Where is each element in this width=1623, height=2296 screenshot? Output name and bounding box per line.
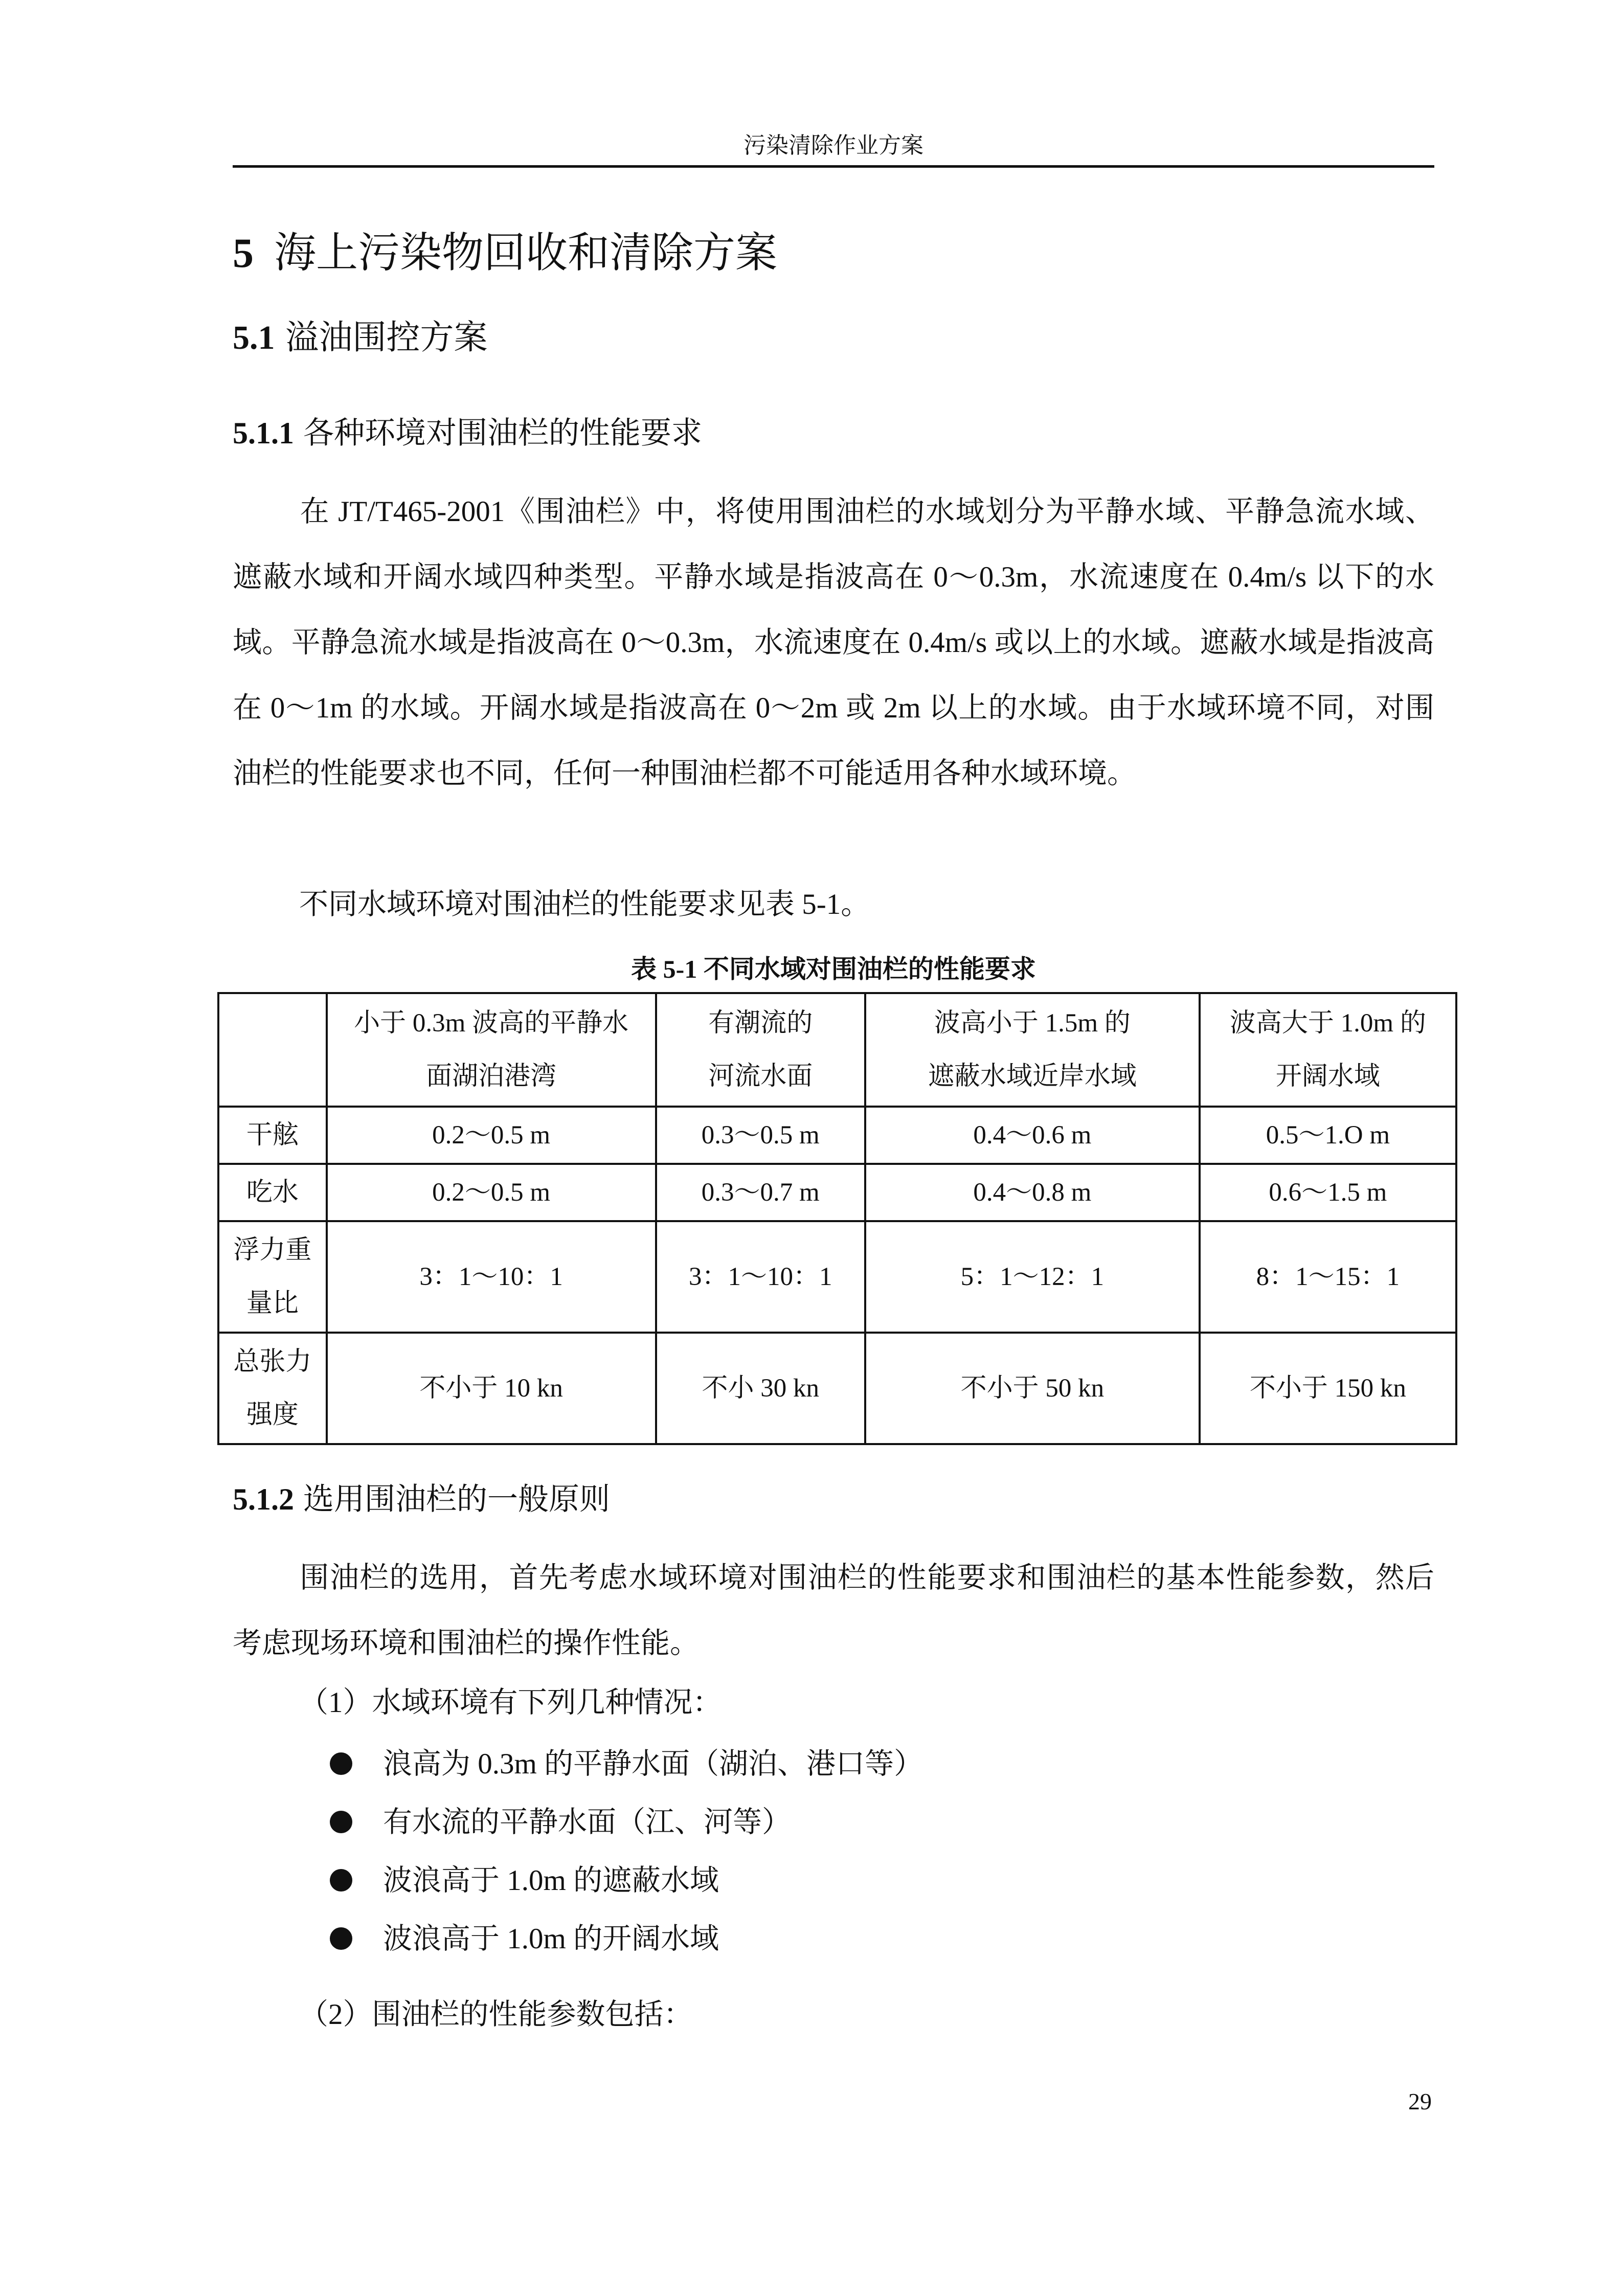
bullet-icon [330,1869,352,1892]
table-row [218,1164,1456,1221]
paragraph-water-types-text: 在 JT/T465-2001《围油栏》中，将使用围油栏的水域划分为平静水域、平静急流水域、遮蔽水域和开阔水域四种类型。平静水域是指波高在 0～0.3m，水流速度在 0.4m/s 以下的水域。平静急流水域是指波高在 0～0.3m，水流速度在 0.4m/s 或以上的水域。遮蔽水域是指波高在 0～1m 的水域。开阔水域是指波高在 0～2m 或 2m 以上的水域。由于水域环境不同，对围油栏的性能要求也不同，任何一种围油栏都不可能适用各种水域环境。 [233,496,1434,790]
paragraph-table-ref [233,872,1434,937]
subsection-title-2: 选用围油栏的一般原则 [303,1481,610,1517]
bullet-item: 波浪高于 1.0m 的开阔水域 [330,1919,719,1960]
row-label-buoyancy-ratio: 浮力重 量比 [218,1221,327,1333]
table-cell: 不小于 10 kn [327,1333,656,1444]
section-number: 5.1 [233,319,275,356]
subsection-title-1: 各种环境对围油栏的性能要求 [303,415,702,451]
bullet-icon [330,1752,352,1775]
row-label-freeboard: 干舷 [218,1107,327,1164]
table-header-cell: 波高大于 1.0m 的 开阔水域 [1200,993,1456,1107]
table-cell: 8：1～15：1 [1200,1221,1456,1333]
page-number: 29 [1408,2088,1432,2114]
table-cell: 不小于 50 kn [865,1333,1200,1444]
table-cell: 5：1～12：1 [865,1221,1200,1333]
table-corner-cell [218,993,327,1107]
table-cell: 不小 30 kn [656,1333,865,1444]
table-header-cell: 波高小于 1.5m 的 遮蔽水域近岸水域 [865,993,1200,1107]
header-rule [233,165,1434,168]
table-header-row [218,993,1456,1107]
paragraph-water-types [233,479,1434,806]
table-cell: 0.4～0.8 m [865,1164,1200,1221]
table-cell: 0.4～0.6 m [865,1107,1200,1164]
bullet-item: 浪高为 0.3m 的平静水面（湖泊、港口等） [330,1744,923,1785]
table-cell: 0.5～1.O m [1200,1107,1456,1164]
section-title: 溢油围控方案 [285,318,488,357]
list-item-parameters: （2）围油栏的性能参数包括： [299,1998,693,2031]
table-cell: 0.2～0.5 m [327,1107,656,1164]
row-label-draft: 吃水 [218,1164,327,1221]
chapter-heading [233,225,777,281]
table-caption: 表 5-1 不同水域对围油栏的性能要求 [631,955,1036,983]
table-row [218,1221,1456,1333]
boom-performance-table [217,992,1457,1445]
table-header-cell: 小于 0.3m 波高的平静水 面湖泊港湾 [327,993,656,1107]
table-row [218,1107,1456,1164]
table-row [218,1333,1456,1444]
table-header-cell: 有潮流的 河流水面 [656,993,865,1107]
bullet-item: 波浪高于 1.0m 的遮蔽水域 [330,1860,719,1901]
paragraph-selection [233,1545,1434,1676]
table-cell: 0.2～0.5 m [327,1164,656,1221]
bullet-icon [330,1811,352,1833]
table-cell: 3：1～10：1 [656,1221,865,1333]
subsection-heading-1 [233,412,702,455]
bullet-item: 有水流的平静水面（江、河等） [330,1802,791,1843]
table-cell: 3：1～10：1 [327,1221,656,1333]
section-heading [233,314,488,361]
paragraph-selection-text: 围油栏的选用，首先考虑水域环境对围油栏的性能要求和围油栏的基本性能参数，然后考虑现场环境和围油栏的操作性能。 [233,1562,1434,1659]
subsection-heading-2 [233,1478,610,1521]
table-cell: 0.6～1.5 m [1200,1164,1456,1221]
table-cell: 不小于 150 kn [1200,1333,1456,1444]
chapter-number: 5 [233,230,254,276]
list-item-environment: （1）水域环境有下列几种情况： [299,1686,722,1719]
subsection-number-2: 5.1.2 [233,1482,294,1516]
table-cell: 0.3～0.5 m [656,1107,865,1164]
table-cell: 0.3～0.7 m [656,1164,865,1221]
paragraph-table-ref-text: 不同水域环境对围油栏的性能要求见表 5-1。 [299,888,870,920]
row-label-tensile-strength: 总张力 强度 [218,1333,327,1444]
running-header: 污染清除作业方案 [743,132,923,159]
chapter-title: 海上污染物回收和清除方案 [274,229,778,277]
bullet-icon [330,1927,352,1950]
subsection-number-1: 5.1.1 [233,416,294,450]
